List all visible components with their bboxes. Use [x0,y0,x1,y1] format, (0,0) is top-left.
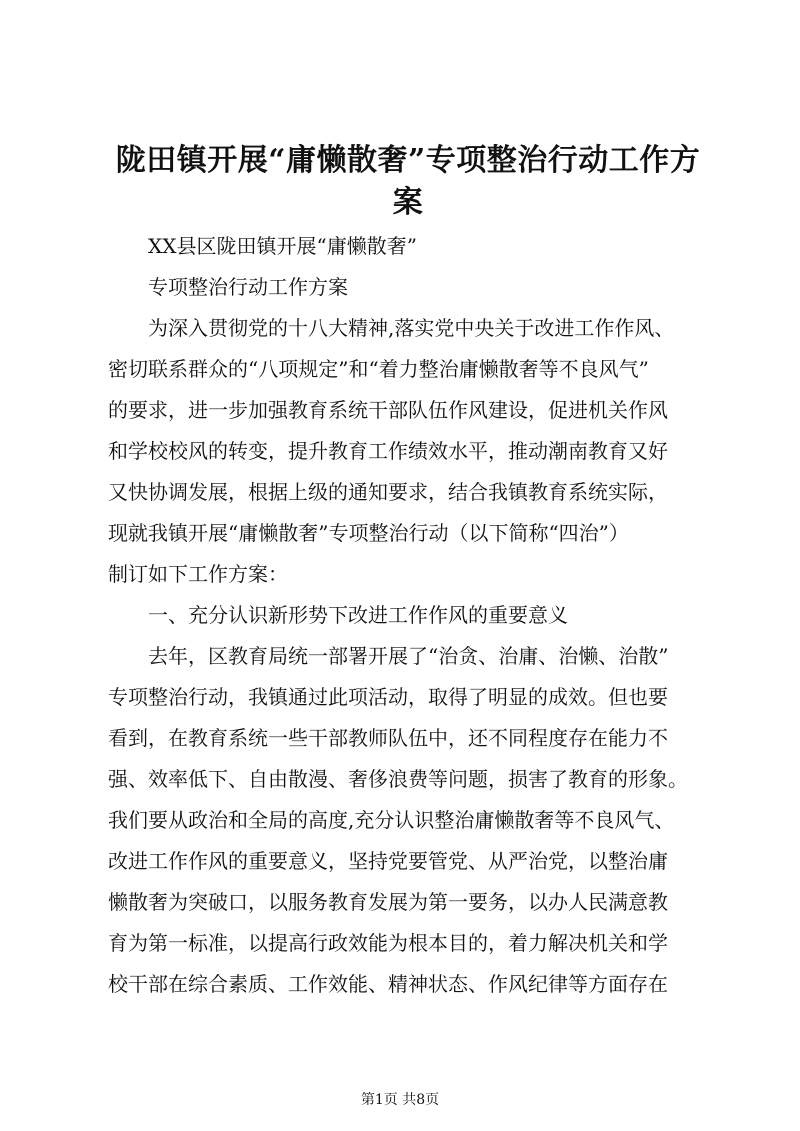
paragraph-line: 育为第一标准，以提高行政效能为根本目的，着力解决机关和学 [108,931,668,955]
document-title [108,140,708,224]
paragraph-line: 懒散奢为突破口，以服务教育发展为第一要务，以办人民满意教 [108,890,668,914]
subtitle-line: XX县区陇田镇开展“庸懒散奢” [148,234,417,258]
paragraph-line: 专项整治行动，我镇通过此项活动，取得了明显的成效。但也要 [108,685,668,709]
subtitle-line: 专项整治行动工作方案 [148,275,348,299]
paragraph-line: 密切联系群众的“八项规定”和“着力整治庸懒散奢等不良风气” [108,357,649,381]
paragraph-line: 改进工作作风的重要意义，坚持党要管党、从严治党，以整治庸 [108,849,668,873]
paragraph-line: 强、效率低下、自由散漫、奢侈浪费等问题，损害了教育的形象。 [108,767,688,791]
paragraph-line: 又快协调发展，根据上级的通知要求，结合我镇教育系统实际， [108,480,668,504]
title-line: 案 [392,185,424,220]
page-footer: 第1页 共8页 [360,1092,440,1108]
title-line: 陇田镇开展“庸懒散奢”专项整治行动工作方 [115,143,701,178]
paragraph-line: 我们要从政治和全局的高度,充分认识整治庸懒散奢等不良风气、 [108,808,675,832]
paragraph-line: 看到，在教育系统一些干部教师队伍中，还不同程度存在能力不 [108,726,668,750]
paragraph-line: 现就我镇开展“庸懒散奢”专项整治行动（以下简称“四治”） [108,521,629,545]
paragraph-line: 去年，区教育局统一部署开展了“治贪、治庸、治懒、治散” [148,644,669,668]
section-heading: 一、充分认识新形势下改进工作作风的重要意义 [148,603,568,627]
paragraph-line: 的要求，进一步加强教育系统干部队伍作风建设，促进机关作风 [108,398,668,422]
paragraph-line: 和学校校风的转变，提升教育工作绩效水平，推动潮南教育又好 [108,439,668,463]
paragraph-line: 制订如下工作方案： [108,562,288,586]
paragraph-line: 为深入贯彻党的十八大精神,落实党中央关于改进工作作风、 [148,316,675,340]
paragraph-line: 校干部在综合素质、工作效能、精神状态、作风纪律等方面存在 [108,972,668,996]
document-body [108,228,708,1007]
